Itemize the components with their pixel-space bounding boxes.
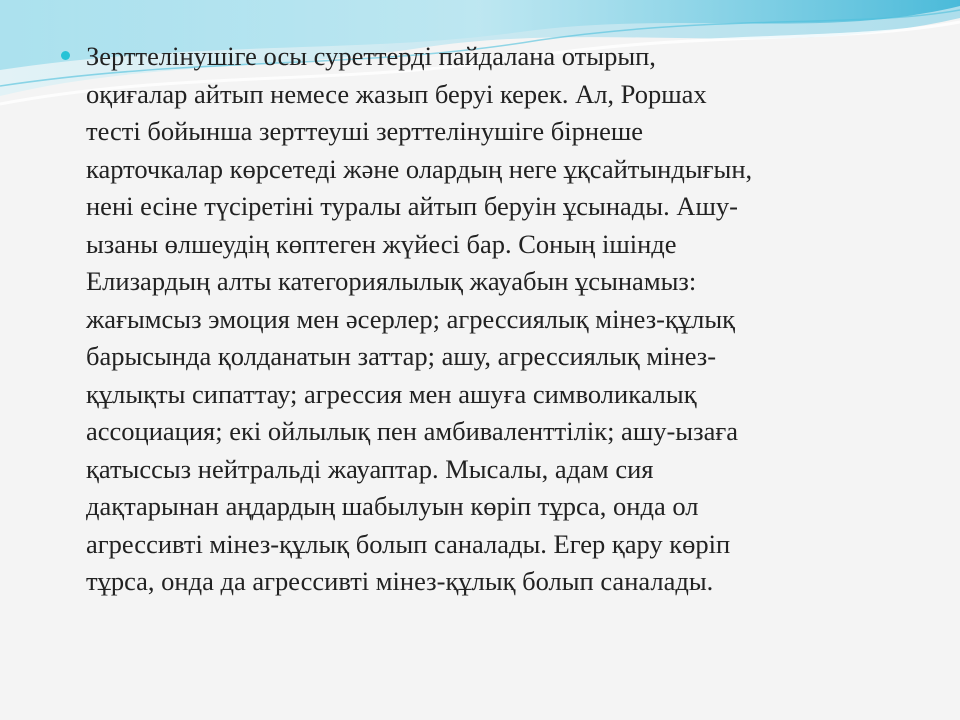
paragraph-line: нені есіне түсіретіні туралы айтып беруін ұсынады. Ашу-	[86, 191, 738, 221]
paragraph-line: агрессивті мінез-құлық болып саналады. Егер қару көріп	[86, 528, 731, 559]
paragraph-line: тұрса, онда да агрессивті мінез-құлық болып саналады.	[86, 566, 714, 596]
paragraph-line: ызаны өлшеудің көптеген жүйесі бар. Соның ішінде	[86, 228, 677, 259]
paragraph-line: тесті бойынша зерттеуші зерттелінушіге бірнеше	[86, 116, 644, 146]
slide-body	[56, 38, 916, 601]
paragraph-line: Зерттелінушіге осы суреттерді пайдалана отырып,	[86, 41, 656, 71]
paragraph-line: ассоциация; екі ойлылық пен амбиваленттілік; ашу-ызаға	[86, 416, 738, 446]
paragraph-line: карточкалар көрсетеді және олардың неге ұқсайтындығын,	[86, 153, 753, 184]
paragraph-text	[86, 38, 916, 601]
bullet-paragraph	[56, 38, 916, 601]
paragraph-line: барысында қолданатын заттар; ашу, агрессиялық мінез-	[86, 341, 717, 371]
paragraph-line: Елизардың алты категориялылық жауабын ұсынамыз:	[86, 266, 697, 296]
paragraph-line: оқиғалар айтып немесе жазып беруі керек. Ал, Роршах	[86, 78, 707, 109]
paragraph-line: құлықты сипаттау; агрессия мен ашуға символикалық	[86, 378, 697, 409]
paragraph-line: дақтарынан аңдардың шабылуын көріп тұрса, онда ол	[86, 491, 699, 521]
bullet-dot-icon	[61, 51, 70, 60]
paragraph-line: қатыссыз нейтральді жауаптар. Мысалы, адам сия	[86, 453, 654, 484]
paragraph-line: жағымсыз эмоция мен әсерлер; агрессиялық мінез-құлық	[86, 303, 736, 334]
